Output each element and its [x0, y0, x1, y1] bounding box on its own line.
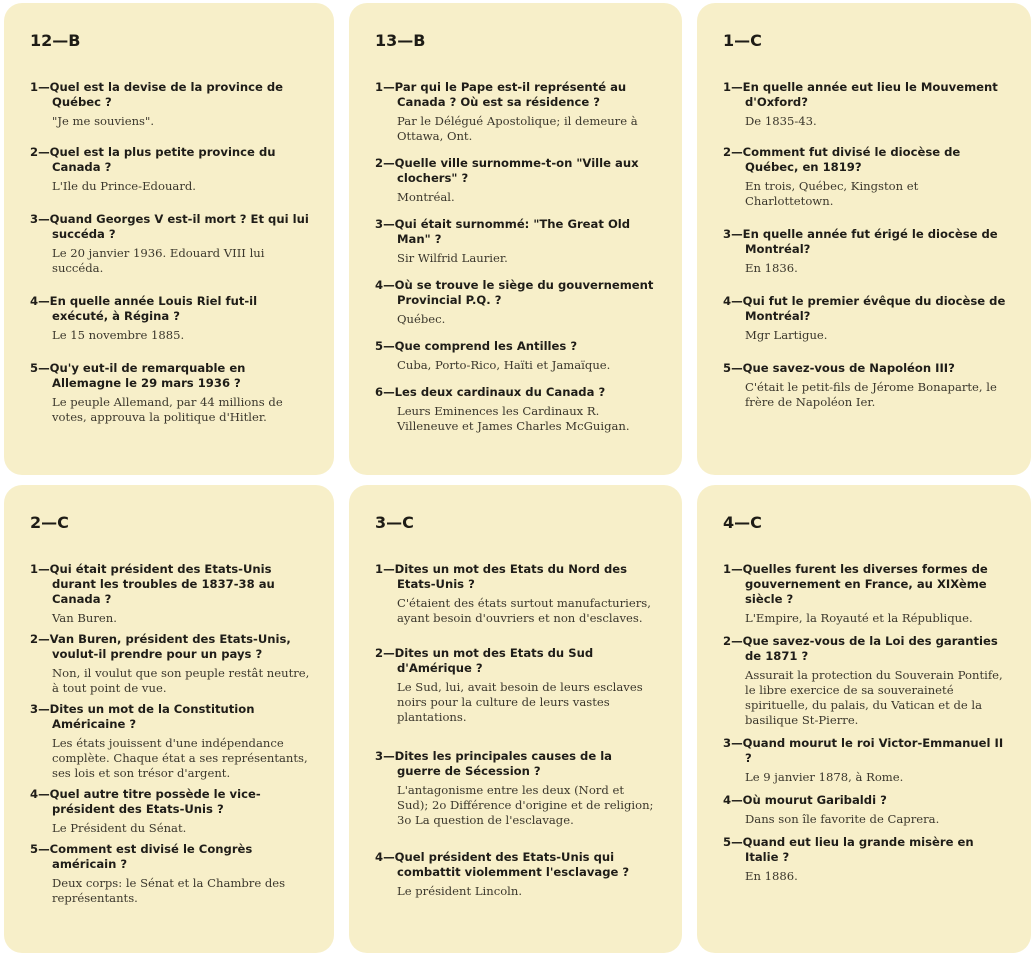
question-item [375, 339, 658, 373]
question-item [375, 80, 658, 144]
question: 1—Dites un mot des Etats du Nord des Etats-Unis ? [375, 562, 628, 591]
question: 1—En quelle année eut lieu le Mouvement d'Oxford? [723, 80, 998, 109]
answer: Montréal. [397, 190, 455, 204]
question-item [30, 702, 310, 781]
question-item [723, 145, 1007, 209]
card-3c [349, 485, 682, 953]
question-item [375, 385, 658, 434]
question: 3—Qui était surnommé: "The Great Old Man" ? [375, 217, 631, 246]
card-12b [4, 3, 334, 475]
question: 5—Quand eut lieu la grande misère en Italie ? [723, 835, 974, 864]
card-2c [4, 485, 334, 953]
question: 3—Quand Georges V est-il mort ? Et qui lui succéda ? [30, 212, 309, 241]
question: 4—Quel président des Etats-Unis qui combattit violemment l'esclavage ? [375, 850, 630, 879]
question: 4—Quel autre titre possède le vice-président des Etats-Unis ? [30, 787, 261, 816]
card-id: 1—C [723, 31, 762, 50]
question: 2—Que savez-vous de la Loi des garanties de 1871 ? [723, 634, 998, 663]
answer: Dans son île favorite de Caprera. [745, 812, 940, 826]
question: 2—Dites un mot des Etats du Sud d'Amérique ? [375, 646, 594, 675]
question-item [375, 562, 658, 626]
question: 3—Quand mourut le roi Victor-Emmanuel II ? [723, 736, 1004, 765]
question: 4—Où se trouve le siège du gouvernement Provincial P.Q. ? [375, 278, 654, 307]
answer: "Je me souviens". [52, 114, 155, 128]
question-item [30, 80, 310, 129]
answer: Assurait la protection du Souverain Pontife, le libre exercice de sa souveraineté spirituelle, du palais, du Vatican et de la basilique St-Pierre. [745, 668, 1003, 727]
answer: De 1835-43. [745, 114, 817, 128]
answer: Par le Délégué Apostolique; il demeure à Ottawa, Ont. [397, 114, 638, 143]
question-item [723, 793, 1007, 827]
answer: L'Ile du Prince-Edouard. [52, 179, 196, 193]
question: 6—Les deux cardinaux du Canada ? [375, 385, 606, 399]
question-item [30, 842, 310, 906]
question-item [30, 787, 310, 836]
question: 1—Qui était président des Etats-Unis durant les troubles de 1837-38 au Canada ? [30, 562, 275, 606]
card-13b [349, 3, 682, 475]
answer: Mgr Lartigue. [745, 328, 828, 342]
question-item [375, 850, 658, 899]
question: 5—Comment est divisé le Congrès américain ? [30, 842, 253, 871]
answer: En trois, Québec, Kingston et Charlottetown. [745, 179, 919, 208]
question-item [30, 632, 310, 696]
answer: Québec. [397, 312, 446, 326]
answer: Le peuple Allemand, par 44 millions de votes, approuva la politique d'Hitler. [52, 395, 283, 424]
answer: C'était le petit-fils de Jérome Bonaparte, le frère de Napoléon Ier. [745, 380, 997, 409]
question-item [723, 361, 1007, 410]
answer: Van Buren. [52, 611, 117, 625]
answer: Cuba, Porto-Rico, Haïti et Jamaïque. [397, 358, 611, 372]
answer: Le 15 novembre 1885. [52, 328, 185, 342]
card-id: 3—C [375, 513, 414, 532]
answer: En 1886. [745, 869, 798, 883]
answer: L'Empire, la Royauté et la République. [745, 611, 973, 625]
answer: Les états jouissent d'une indépendance complète. Chaque état a ses représentants, ses lois et son trésor d'argent. [52, 736, 308, 780]
question: 2—Quel est la plus petite province du Canada ? [30, 145, 276, 174]
question: 1—Quelles furent les diverses formes de gouvernement en France, au XIXème siècle ? [723, 562, 988, 606]
question: 5—Que savez-vous de Napoléon III? [723, 361, 955, 375]
answer: En 1836. [745, 261, 798, 275]
question-item [723, 562, 1007, 626]
card-id: 4—C [723, 513, 762, 532]
answer: Le président Lincoln. [397, 884, 523, 898]
question: 5—Que comprend les Antilles ? [375, 339, 578, 353]
question: 4—En quelle année Louis Riel fut-il exécuté, à Régina ? [30, 294, 258, 323]
question: 3—En quelle année fut érigé le diocèse de Montréal? [723, 227, 998, 256]
question-item [375, 278, 658, 327]
answer: Sir Wilfrid Laurier. [397, 251, 508, 265]
question-item [723, 294, 1007, 343]
question: 2—Quelle ville surnomme-t-on "Ville aux clochers" ? [375, 156, 639, 185]
question-item [375, 646, 658, 725]
answer: Le 20 janvier 1936. Edouard VIII lui succéda. [52, 246, 265, 275]
question: 1—Quel est la devise de la province de Québec ? [30, 80, 284, 109]
question: 3—Dites un mot de la Constitution Américaine ? [30, 702, 255, 731]
card-id: 2—C [30, 513, 69, 532]
question-item [30, 212, 310, 276]
answer: Deux corps: le Sénat et la Chambre des représentants. [52, 876, 286, 905]
answer: Le Président du Sénat. [52, 821, 187, 835]
card-4c [697, 485, 1031, 953]
answer: Non, il voulut que son peuple restât neutre, à tout point de vue. [52, 666, 310, 695]
question-item [723, 835, 1007, 884]
question: 1—Par qui le Pape est-il représenté au Canada ? Où est sa résidence ? [375, 80, 627, 109]
question-item [30, 562, 310, 626]
question: 3—Dites les principales causes de la guerre de Sécession ? [375, 749, 613, 778]
answer: L'antagonisme entre les deux (Nord et Sud); 2o Différence d'origine et de religion; 3o La question de l'esclavage. [397, 783, 654, 827]
question-item [30, 361, 310, 425]
question: 2—Van Buren, président des Etats-Unis, voulut-il prendre pour un pays ? [30, 632, 291, 661]
question-item [375, 217, 658, 266]
question: 4—Où mourut Garibaldi ? [723, 793, 887, 807]
question: 5—Qu'y eut-il de remarquable en Allemagne le 29 mars 1936 ? [30, 361, 246, 390]
question-item [723, 634, 1007, 728]
question-item [30, 294, 310, 343]
question-item [723, 80, 1007, 129]
question-item [375, 156, 658, 205]
question: 2—Comment fut divisé le diocèse de Québec, en 1819? [723, 145, 961, 174]
question-item [723, 736, 1007, 785]
answer: Leurs Eminences les Cardinaux R. Villeneuve et James Charles McGuigan. [397, 404, 630, 433]
question: 4—Qui fut le premier évêque du diocèse de Montréal? [723, 294, 1006, 323]
card-id: 12—B [30, 31, 81, 50]
answer: Le Sud, lui, avait besoin de leurs esclaves noirs pour la culture de leurs vastes plantations. [397, 680, 643, 724]
question-item [723, 227, 1007, 276]
question-item [375, 749, 658, 828]
card-id: 13—B [375, 31, 426, 50]
answer: Le 9 janvier 1878, à Rome. [745, 770, 904, 784]
question-item [30, 145, 310, 194]
answer: C'étaient des états surtout manufacturiers, ayant besoin d'ouvriers et non d'esclaves. [397, 596, 651, 625]
card-1c [697, 3, 1031, 475]
